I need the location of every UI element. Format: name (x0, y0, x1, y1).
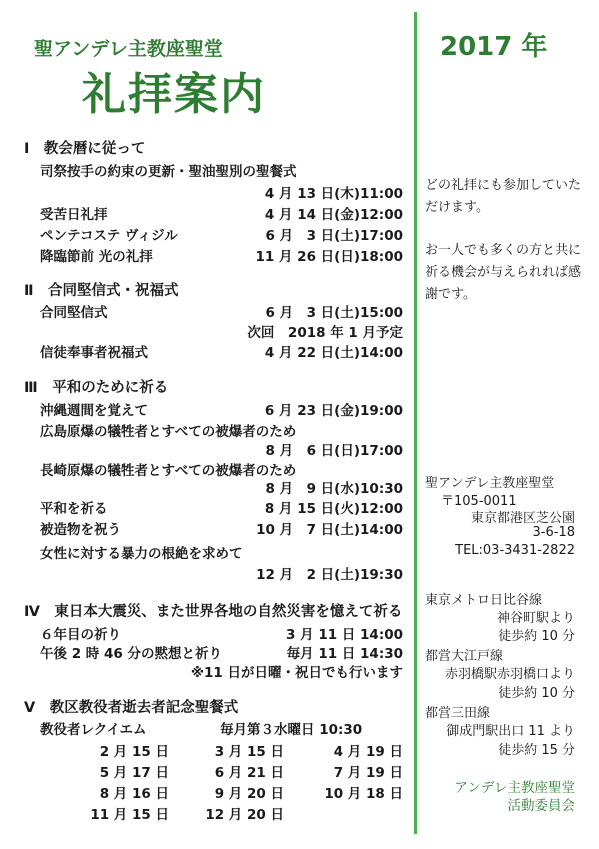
footer-org: アンデレ主教座聖堂 (454, 780, 575, 796)
event-date: 8 月 9 日(水)10:30 (265, 481, 403, 497)
event-date: 3 月 11 日 14:00 (286, 627, 403, 643)
event-date: 6 月 3 日(土)15:00 (265, 305, 403, 321)
event-date: 11 月 26 日(日)18:00 (255, 249, 403, 265)
page-title: 礼拝案内 (82, 69, 266, 120)
event-date: 8 月 15 日(火)12:00 (264, 501, 403, 517)
list-item: 信徒奉事者祝福式 (40, 345, 148, 361)
access-line: 都営大江戸線 (425, 649, 504, 664)
event-date: 次回 2018 年 1 月予定 (247, 325, 403, 341)
access-station: 赤羽橋駅赤羽橋口より (444, 667, 575, 682)
list-item: 被造物を祝う (40, 522, 121, 538)
requiem-date: 4 月 19 日 (333, 744, 403, 760)
address-block: 3-6-18 (532, 525, 575, 540)
requiem-date: 11 月 15 日 (90, 807, 169, 823)
postal-code: 〒105-0011 (441, 494, 517, 509)
section-heading-1: Ⅰ 教会暦に従って (24, 141, 146, 157)
event-date: 10 月 7 日(土)14:00 (256, 522, 403, 538)
section-heading-2: Ⅱ 合同堅信式・祝福式 (24, 283, 179, 299)
list-item: 女性に対する暴力の根絶を求めて (40, 546, 243, 562)
event-date: 8 月 6 日(日)17:00 (265, 443, 403, 459)
address-city: 東京都港区芝公園 (470, 511, 575, 526)
list-item: 午後 2 時 46 分の黙想と祈り (40, 646, 222, 662)
list-item: 教役者レクイエム (40, 722, 147, 738)
vertical-divider (414, 12, 417, 834)
requiem-date: 9 月 20 日 (214, 786, 284, 802)
access-station: 御成門駅出口 11 より (446, 724, 575, 739)
invitation-text: お一人でも多くの方と共に祈る機会が与えられれば感謝です。 (425, 243, 582, 302)
church-name: 聖アンデレ主教座聖堂 (425, 476, 555, 491)
list-item: 長崎原爆の犠牲者とすべての被爆者のため (40, 463, 297, 479)
requiem-date: 12 月 20 日 (205, 807, 284, 823)
list-item: 合同堅信式 (40, 305, 108, 321)
list-item: 降臨節前 光の礼拝 (40, 249, 153, 265)
section-heading-4: Ⅳ 東日本大震災、また世界各地の自然災害を憶えて祈る (24, 604, 403, 620)
event-date: 毎月第３水曜日 10:30 (220, 722, 363, 738)
footer-committee: 活動委員会 (507, 798, 575, 814)
list-item: 司祭按手の約束の更新・聖油聖別の聖餐式 (40, 164, 297, 180)
list-item: 広島原爆の犠牲者とすべての被爆者のため (40, 424, 297, 440)
access-line: 都営三田線 (425, 706, 491, 721)
phone-number: TEL:03-3431-2822 (455, 543, 575, 558)
event-date: 12 月 2 日(土)19:30 (256, 567, 403, 583)
list-item: 受苦日礼拝 (40, 207, 108, 223)
list-item: ６年目の祈り (40, 627, 121, 643)
year-label: 2017 年 (440, 32, 548, 62)
event-note: ※11 日が日曜・祝日でも行います (190, 665, 403, 681)
section-heading-3: Ⅲ 平和のために祈る (24, 380, 169, 396)
list-item: ペンテコステ ヴィジル (40, 228, 178, 244)
access-walk: 徒歩約 10 分 (498, 629, 575, 644)
requiem-date: 3 月 15 日 (214, 744, 284, 760)
event-date: 4 月 22 日(土)14:00 (264, 345, 403, 361)
access-walk: 徒歩約 10 分 (498, 686, 575, 701)
invitation-text: どの礼拝にも参加していただけます。 (425, 178, 582, 215)
requiem-date: 8 月 16 日 (99, 786, 169, 802)
event-date: 4 月 14 日(金)12:00 (264, 207, 403, 223)
access-line: 東京メトロ日比谷線 (425, 593, 543, 608)
list-item: 沖縄週間を覚えて (40, 403, 148, 419)
event-date: 6 月 3 日(土)17:00 (265, 228, 403, 244)
access-station: 神谷町駅より (496, 611, 575, 626)
requiem-date: 2 月 15 日 (99, 744, 169, 760)
event-date: 毎月 11 日 14:30 (286, 646, 403, 662)
requiem-date: 5 月 17 日 (99, 765, 169, 781)
requiem-date: 6 月 21 日 (214, 765, 284, 781)
event-date: 6 月 23 日(金)19:00 (264, 403, 403, 419)
event-date: 4 月 13 日(木)11:00 (264, 186, 403, 202)
section-heading-5: Ⅴ 教区教役者逝去者記念聖餐式 (24, 700, 239, 716)
requiem-date: 7 月 19 日 (333, 765, 403, 781)
org-name: 聖アンデレ主教座聖堂 (34, 38, 223, 60)
access-walk: 徒歩約 15 分 (498, 743, 575, 758)
list-item: 平和を祈る (40, 501, 108, 517)
requiem-date: 10 月 18 日 (324, 786, 403, 802)
